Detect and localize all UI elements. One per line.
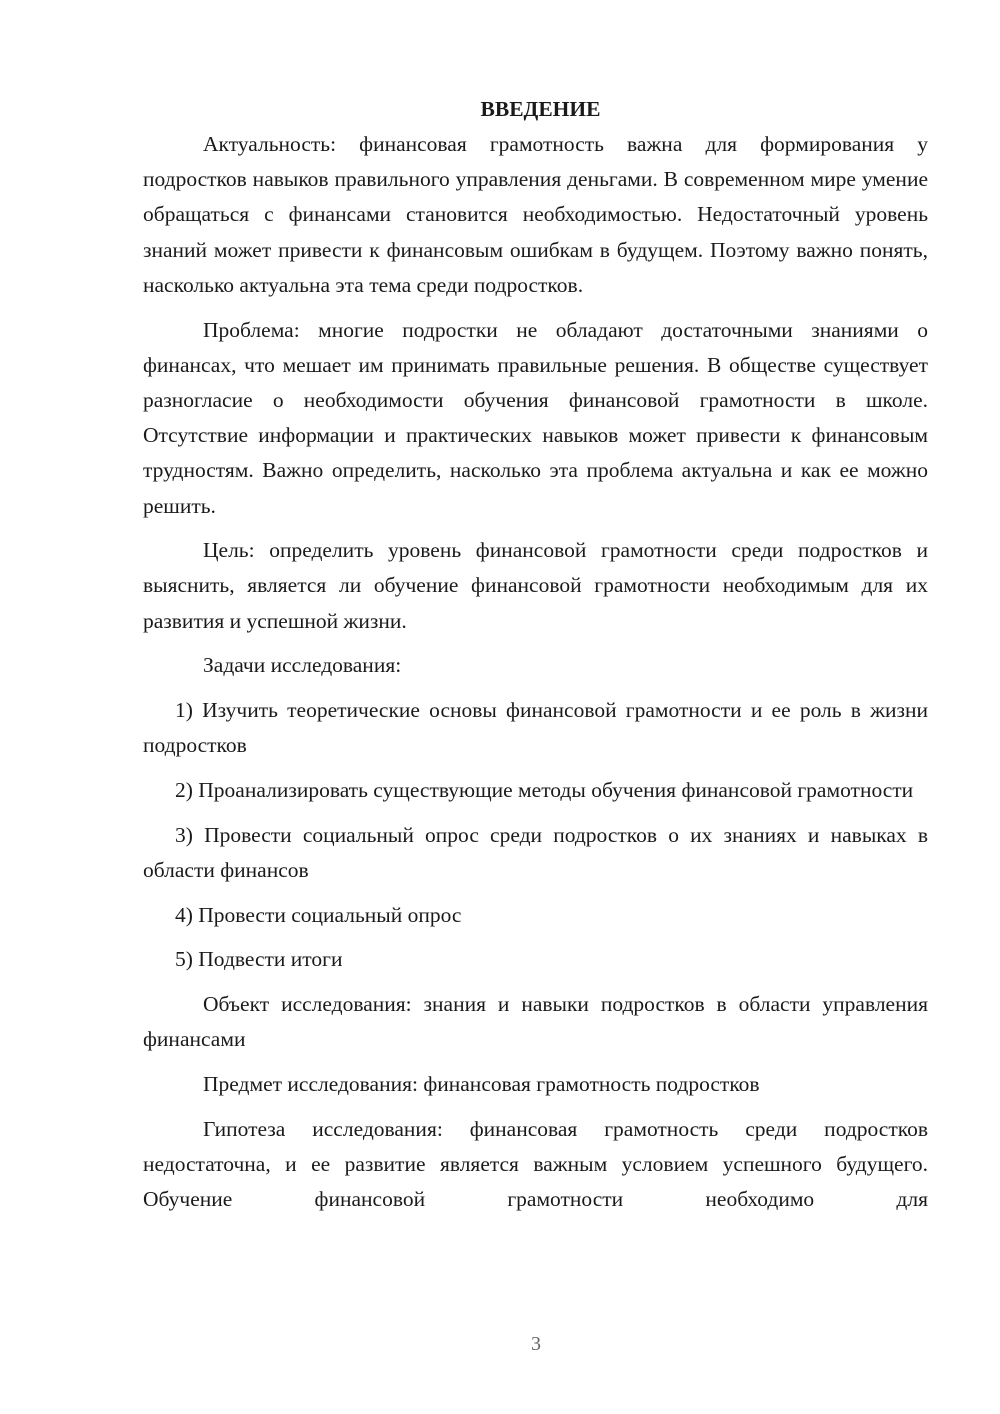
tasks-title: Задачи исследования:	[203, 653, 402, 678]
task-item-5: 5) Подвести итоги	[175, 947, 343, 972]
task-item-4: 4) Провести социальный опрос	[175, 902, 462, 927]
subject-paragraph: Предмет исследования: финансовая грамотность подростков	[203, 1071, 760, 1096]
problem-paragraph: Проблема: многие подростки не обладают достаточными знаниями о финансах, что мешает им принимать правильные решения. В обществе существует разногласие о необходимости обучения финансовой грамотности в школе. Отсутствие информации и практических навыков может привести к финансовым трудностям. Важно определить, насколько эта проблема актуальна и как ее можно решить.	[143, 317, 928, 518]
goal-paragraph: Цель: определить уровень финансовой грамотности среди подростков и выяснить, является ли обучение финансовой грамотности необходимым для их развития и успешной жизни.	[143, 538, 928, 633]
document-page	[143, 92, 928, 1217]
section-heading: ВВЕДЕНИЕ	[480, 97, 601, 121]
object-paragraph: Объект исследования: знания и навыки подростков в области управления финансами	[143, 991, 928, 1052]
page-number: 3	[531, 1333, 541, 1355]
task-item-3: 3) Провести социальный опрос среди подростков о их знаниях и навыках в области финансов	[143, 822, 928, 882]
relevance-paragraph: Актуальность: финансовая грамотность важна для формирования у подростков навыков правильного управления деньгами. В современном мире умение обращаться с финансами становится необходимостью. Недостаточный уровень знаний может привести к финансовым ошибкам в будущем. Поэтому важно понять, насколько актуальна эта тема среди подростков.	[143, 132, 928, 297]
task-item-1: 1) Изучить теоретические основы финансовой грамотности и ее роль в жизни подростков	[143, 698, 928, 758]
hypothesis-paragraph: Гипотеза исследования: финансовая грамотность среди подростков недостаточна, и ее развитие является важным условием успешного будущего. Обучение финансовой грамотности необходимо для	[143, 1116, 928, 1211]
task-item-2: 2) Проанализировать существующие методы обучения финансовой грамотности	[175, 777, 914, 802]
